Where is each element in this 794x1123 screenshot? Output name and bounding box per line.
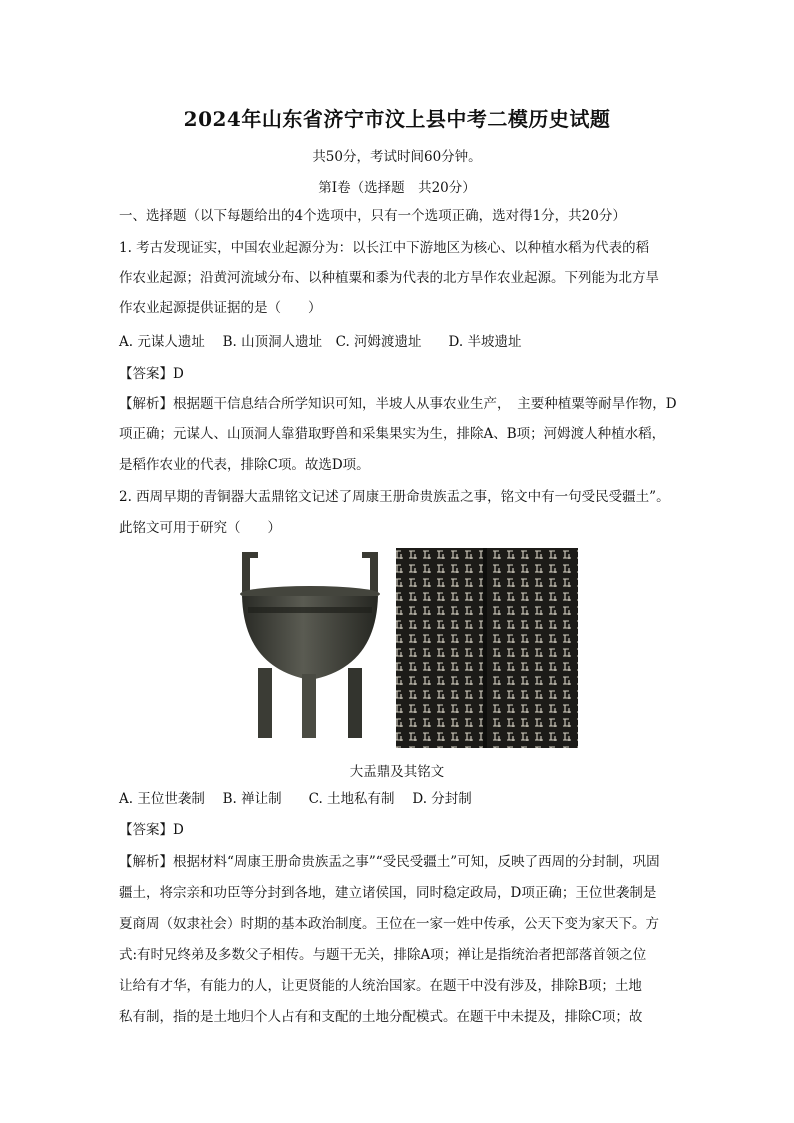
q1-analysis-line: 【解析】根据题干信息结合所学知识可知，半坡人从事农业生产， 主要种植粟等耐旱作物，D: [119, 396, 677, 412]
q1-options: A. 元谋人遗址 B. 山顶洞人遗址 C. 河姆渡遗址 D. 半坡遗址: [119, 334, 522, 350]
bronze-ding-figure: [238, 548, 578, 748]
q1-stem-line: 作农业起源；沿黄河流域分布、以种植粟和黍为代表的北方旱作农业起源。下列能为北方旱: [119, 270, 659, 286]
q1-analysis-line: 项正确；元谋人、山顶洞人靠猎取野兽和采集果实为生，排除A、B项；河姆渡人种植水稻，: [119, 426, 666, 442]
q2-analysis-line: 私有制，指的是土地归个人占有和支配的土地分配模式。在题干中未提及，排除C项；故: [119, 1009, 643, 1025]
q2-analysis-line: 让给有才华，有能力的人，让更贤能的人统治国家。在题干中没有涉及，排除B项；土地: [119, 978, 642, 994]
volume-heading: 第Ⅰ卷（选择题 共20分）: [318, 180, 476, 196]
inscription-rubbing-image: [396, 548, 578, 748]
q2-analysis-line: 式:有时兄终弟及多数父子相传。与题干无关，排除A项；禅让是指统治者把部落首领之位: [119, 947, 647, 963]
section-heading: 一、选择题（以下每题给出的4个选项中，只有一个选项正确，选对得1分，共20分）: [119, 208, 626, 224]
q2-answer: 【答案】D: [119, 822, 184, 838]
q1-analysis-line: 是稻作农业的代表，排除C项。故选D项。: [119, 457, 370, 473]
q2-analysis-line: 疆土，将宗亲和功臣等分封到各地，建立诸侯国，同时稳定政局，D项正确；王位世袭制是: [119, 885, 657, 901]
q1-stem-line: 作农业起源提供证据的是（ ）: [119, 300, 322, 316]
figure-caption: 大盂鼎及其铭文: [349, 764, 445, 780]
q2-analysis-line: 夏商周（奴隶社会）时期的基本政治制度。王位在一家一姓中传承，公天下变为家天下。方: [119, 916, 659, 932]
q2-analysis-line: 【解析】根据材料“周康王册命贵族盂之事”“受民受疆土”可知，反映了西周的分封制，巩固: [119, 854, 660, 870]
doc-title: 2024年山东省济宁市汶上县中考二模历史试题: [183, 107, 611, 131]
q2-stem-line: 2. 西周早期的青铜器大盂鼎铭文记述了周康王册命贵族盂之事，铭文中有一句受民受疆土”。: [119, 489, 670, 505]
q1-stem-line: 1. 考古发现证实，中国农业起源分为：以长江中下游地区为核心、以种植水稻为代表的稻: [119, 240, 650, 256]
ding-vessel-image: [240, 552, 380, 738]
q2-stem-line: 此铭文可用于研究（ ）: [119, 520, 281, 536]
doc-subtitle: 共50分，考试时间60分钟。: [312, 149, 482, 165]
q2-options: A. 王位世袭制 B. 禅让制 C. 土地私有制 D. 分封制: [119, 791, 472, 807]
q1-answer: 【答案】D: [119, 366, 184, 382]
